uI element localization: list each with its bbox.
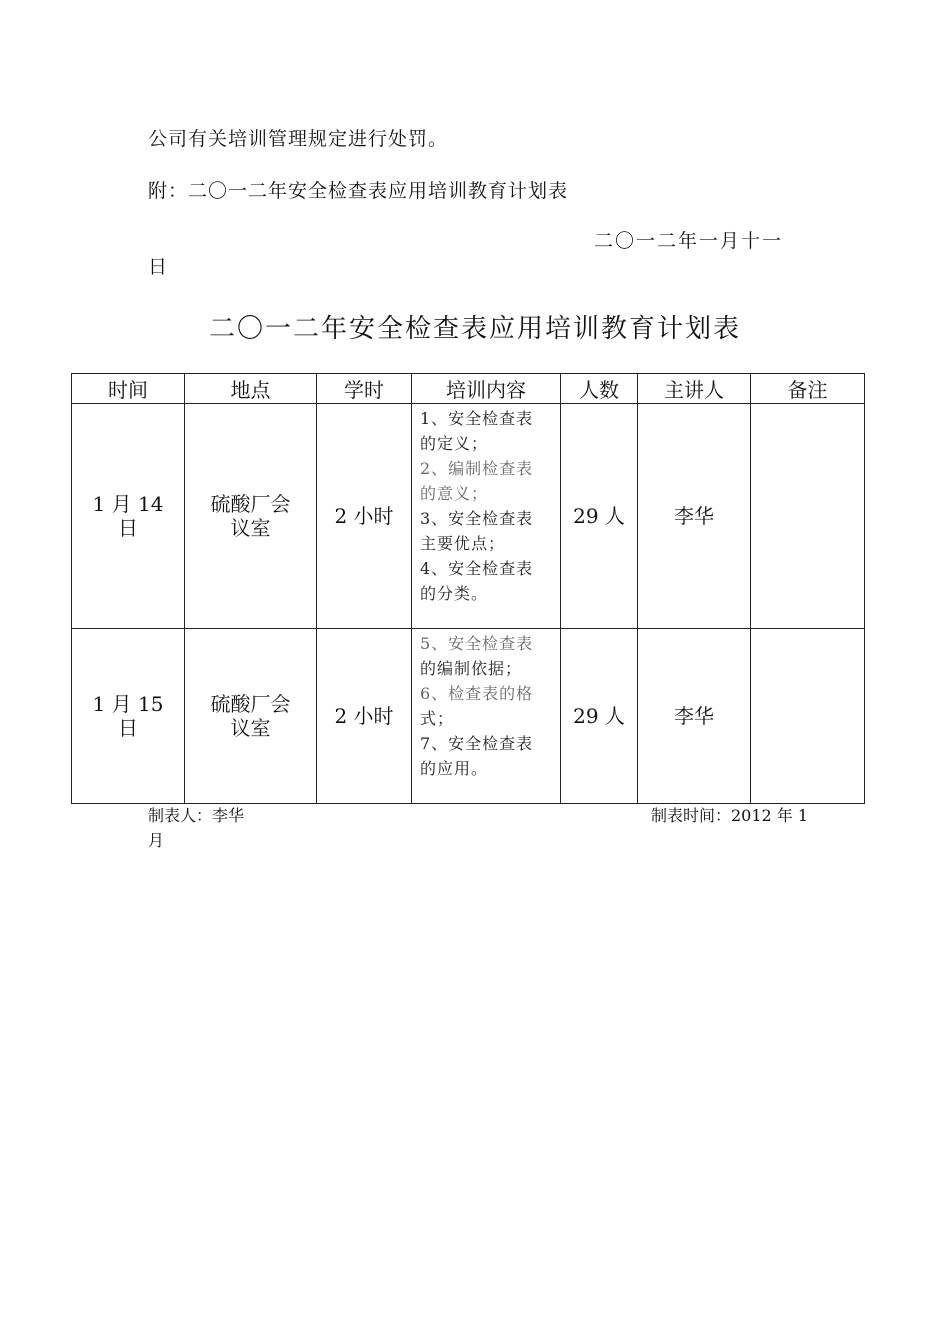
paragraph-attachment: 附：二〇一二年安全检查表应用培训教育计划表 — [148, 180, 569, 202]
cell-speaker: 李华 — [638, 629, 751, 804]
table-header-row — [72, 374, 865, 404]
table-maker-continued: 月 — [148, 831, 165, 850]
cell-speaker: 李华 — [638, 404, 751, 629]
cell-content: 1、安全检查表 的定义； 2、编制检查表 的意义； 3、安全检查表 主要优点； 4、安全检查表 的分类。 — [412, 404, 561, 629]
header-time: 时间 — [72, 374, 185, 404]
table-made-time: 制表时间：2012 年 1 — [651, 806, 809, 825]
cell-attendees: 29 人 — [561, 629, 638, 804]
paragraph-penalty: 公司有关培训管理规定进行处罚。 — [148, 128, 449, 150]
header-speaker: 主讲人 — [638, 374, 751, 404]
cell-remarks — [751, 629, 865, 804]
header-hours: 学时 — [317, 374, 412, 404]
cell-remarks — [751, 404, 865, 629]
training-plan-table — [71, 373, 865, 804]
page-title: 二〇一二年安全检查表应用培训教育计划表 — [208, 314, 741, 344]
header-remarks: 备注 — [751, 374, 865, 404]
document-date-continued: 日 — [148, 256, 168, 278]
cell-time: 1 月 14 日 — [72, 404, 185, 629]
header-content: 培训内容 — [412, 374, 561, 404]
table-row — [72, 404, 865, 629]
header-location: 地点 — [185, 374, 317, 404]
table-row — [72, 629, 865, 804]
cell-time: 1 月 15 日 — [72, 629, 185, 804]
cell-content: 5、安全检查表 的编制依据； 6、检查表的格 式； 7、安全检查表 的应用。 — [412, 629, 561, 804]
document-date: 二〇一二年一月十一 — [594, 230, 784, 252]
table-maker: 制表人：李华 — [148, 806, 245, 825]
header-attendees: 人数 — [561, 374, 638, 404]
cell-hours: 2 小时 — [317, 404, 412, 629]
cell-location: 硫酸厂会 议室 — [185, 404, 317, 629]
cell-location: 硫酸厂会 议室 — [185, 629, 317, 804]
cell-attendees: 29 人 — [561, 404, 638, 629]
cell-hours: 2 小时 — [317, 629, 412, 804]
